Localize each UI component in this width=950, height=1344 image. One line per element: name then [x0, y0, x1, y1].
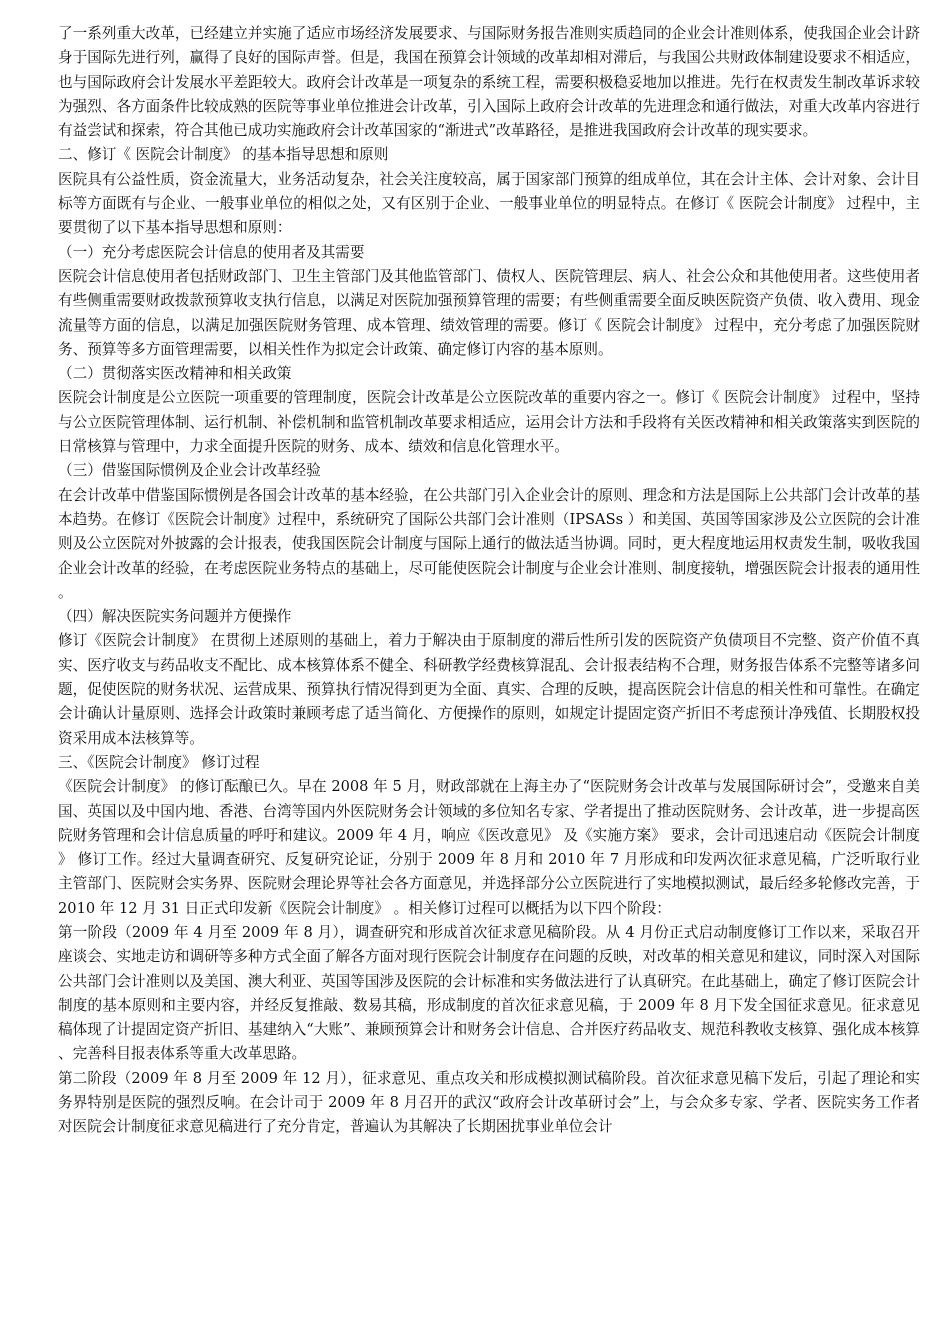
paragraph-section-3-intro: 《医院会计制度》 的修订酝酿已久。早在 2008 年 5 月，财政部就在上海主办了“医院财务会计改革与发展国际研讨会”，受邀来自美国、英国以及中国内地、香港、台湾等国内外医院财务会计领域的多位知名专家、学者提出了推动医院财务、会计改革，进一步提高医院财务管理和会计信息质量的呼吁和建议。2009 年 4 月，响应《医改意见》 及《实施方案》 要求，会计司迅速启动《医院会计制度》 修订工作。经过大量调查研究、反复研究论证，分别于 2009 年 8 月和 2010 年 7 月形成和印发两次征求意见稿，广泛听取行业主管部门、医院财会实务界、医院财会理论界等社会各方面意见，并选择部分公立医院进行了实地模拟测试，最后经多轮修改完善，于 2010 年 12 月 31 日正式印发新《医院会计制度》 。相关修订过程可以概括为以下四个阶段： — [58, 778, 920, 917]
section-heading-2: 二、修订《 医院会计制度》 的基本指导思想和原则 — [58, 146, 389, 164]
subheading-2-4: （四）解决医院实务问题并方便操作 — [58, 608, 292, 626]
paragraph-2-1: 医院会计信息使用者包括财政部门、卫生主管部门及其他监管部门、债权人、医院管理层、病人、社会公众和其他使用者。这些使用者有些侧重需要财政拨款预算收支执行信息，以满足对医院加强预算管理的需要；有些侧重需要全面反映医院资产负债、收入费用、现金流量等方面的信息，以满足加强医院财务管理、成本管理、绩效管理的需要。修订《 医院会计制度》 过程中，充分考虑了加强医院财务、预算等多方面管理需要，以相关性作为拟定会计政策、确定修订内容的基本原则。 — [58, 267, 920, 358]
subheading-2-2: （二）贯彻落实医改精神和相关政策 — [58, 365, 292, 383]
paragraph-2-3: 在会计改革中借鉴国际惯例是各国会计改革的基本经验，在公共部门引入企业会计的原则、理念和方法是国际上公共部门会计改革的基本趋势。在修订《医院会计制度》过程中，系统研究了国际公共部门会计准则（IPSASs ）和美国、英国等国家涉及公立医院的会计准则及公立医院对外披露的会计报表，使我国医院会计制度与国际上通行的做法适当协调。同时，更大程度地运用权责发生制，吸收我国企业会计改革的经验，在考虑医院业务特点的基础上，尽可能使医院会计制度与企业会计准则、制度接轨，增强医院会计报表的通用性。 — [58, 486, 920, 601]
paragraph-stage-1: 第一阶段（2009 年 4 月至 2009 年 8 月），调查研究和形成首次征求意见稿阶段。从 4 月份正式启动制度修订工作以来，采取召开座谈会、实地走访和调研等多种方式全面了解各方面对现行医院会计制度存在问题的反映，对改革的相关意见和建议，同时深入对国际公共部门会计准则以及美国、澳大利亚、英国等国涉及医院的会计标准和实务做法进行了认真研究。在此基础上，确定了修订医院会计制度的基本原则和主要内容，并经反复推敲、数易其稿，形成制度的首次征求意见稿，于 2009 年 8 月下发全国征求意见。征求意见稿体现了计提固定资产折旧、基建纳入“大账”、兼顾预算会计和财务会计信息、合并医疗药品收支、规范科教收支核算、强化成本核算、完善科目报表体系等重大改革思路。 — [58, 923, 920, 1063]
paragraph-intro-continued: 了一系列重大改革，已经建立并实施了适应市场经济发展要求、与国际财务报告准则实质趋同的企业会计准则体系，使我国企业会计跻身于国际先进行列，赢得了良好的国际声誉。但是，我国在预算会计领域的改革却相对滞后，与我国公共财政体制建设要求不相适应，也与国际政府会计发展水平差距较大。政府会计改革是一项复杂的系统工程，需要积极稳妥地加以推进。先行在权责发生制改革诉求较为强烈、各方面条件比较成熟的医院等事业单位推进会计改革，引入国际上政府会计改革的先进理念和通行做法，对重大改革内容进行有益尝试和探索，符合其他已成功实施政府会计改革国家的“渐进式”改革路径，是推进我国政府会计改革的现实要求。 — [58, 25, 920, 140]
subheading-2-3: （三）借鉴国际惯例及企业会计改革经验 — [58, 462, 321, 480]
paragraph-stage-2: 第二阶段（2009 年 8 月至 2009 年 12 月），征求意见、重点攻关和形成模拟测试稿阶段。首次征求意见稿下发后，引起了理论和实务界特别是医院的强烈反响。在会计司于 2009 年 8 月召开的武汉“政府会计改革研讨会”上，与会众多专家、学者、医院实务工作者对医院会计制度征求意见稿进行了充分肯定，普遍认为其解决了长期困扰事业单位会计 — [58, 1069, 920, 1136]
section-heading-3: 三、《医院会计制度》 修订过程 — [58, 753, 260, 771]
paragraph-section-2-intro: 医院具有公益性质，资金流量大，业务活动复杂，社会关注度较高，属于国家部门预算的组成单位，其在会计主体、会计对象、会计目标等方面既有与企业、一般事业单位的相似之处，又有区别于企业、一般事业单位的明显特点。在修订《 医院会计制度》 过程中，主要贯彻了以下基本指导思想和原则： — [58, 170, 920, 237]
subheading-2-1: （一）充分考虑医院会计信息的使用者及其需要 — [58, 243, 365, 261]
document-page — [58, 22, 920, 1140]
paragraph-2-4: 修订《医院会计制度》 在贯彻上述原则的基础上，着力于解决由于原制度的滞后性所引发的医院资产负债项目不完整、资产价值不真实、医疗收支与药品收支不配比、成本核算体系不健全、科研教学经费核算混乱、会计报表结构不合理，财务报告体系不完整等诸多问题，促使医院的财务状况、运营成果、预算执行情况得到更为全面、真实、合理的反映，提高医院会计信息的相关性和可靠性。在确定会计确认计量原则、选择会计政策时兼顾考虑了适当简化、方便操作的原则，如规定计提固定资产折旧不考虑预计净残值、长期股权投资采用成本法核算等。 — [58, 632, 920, 747]
paragraph-2-2: 医院会计制度是公立医院一项重要的管理制度，医院会计改革是公立医院改革的重要内容之一。修订《 医院会计制度》 过程中，坚持与公立医院管理体制、运行机制、补偿机制和监管机制改革要求相适应，运用会计方法和手段将有关医改精神和相关政策落实到医院的日常核算与管理中，力求全面提升医院的财务、成本、绩效和信息化管理水平。 — [58, 389, 920, 456]
